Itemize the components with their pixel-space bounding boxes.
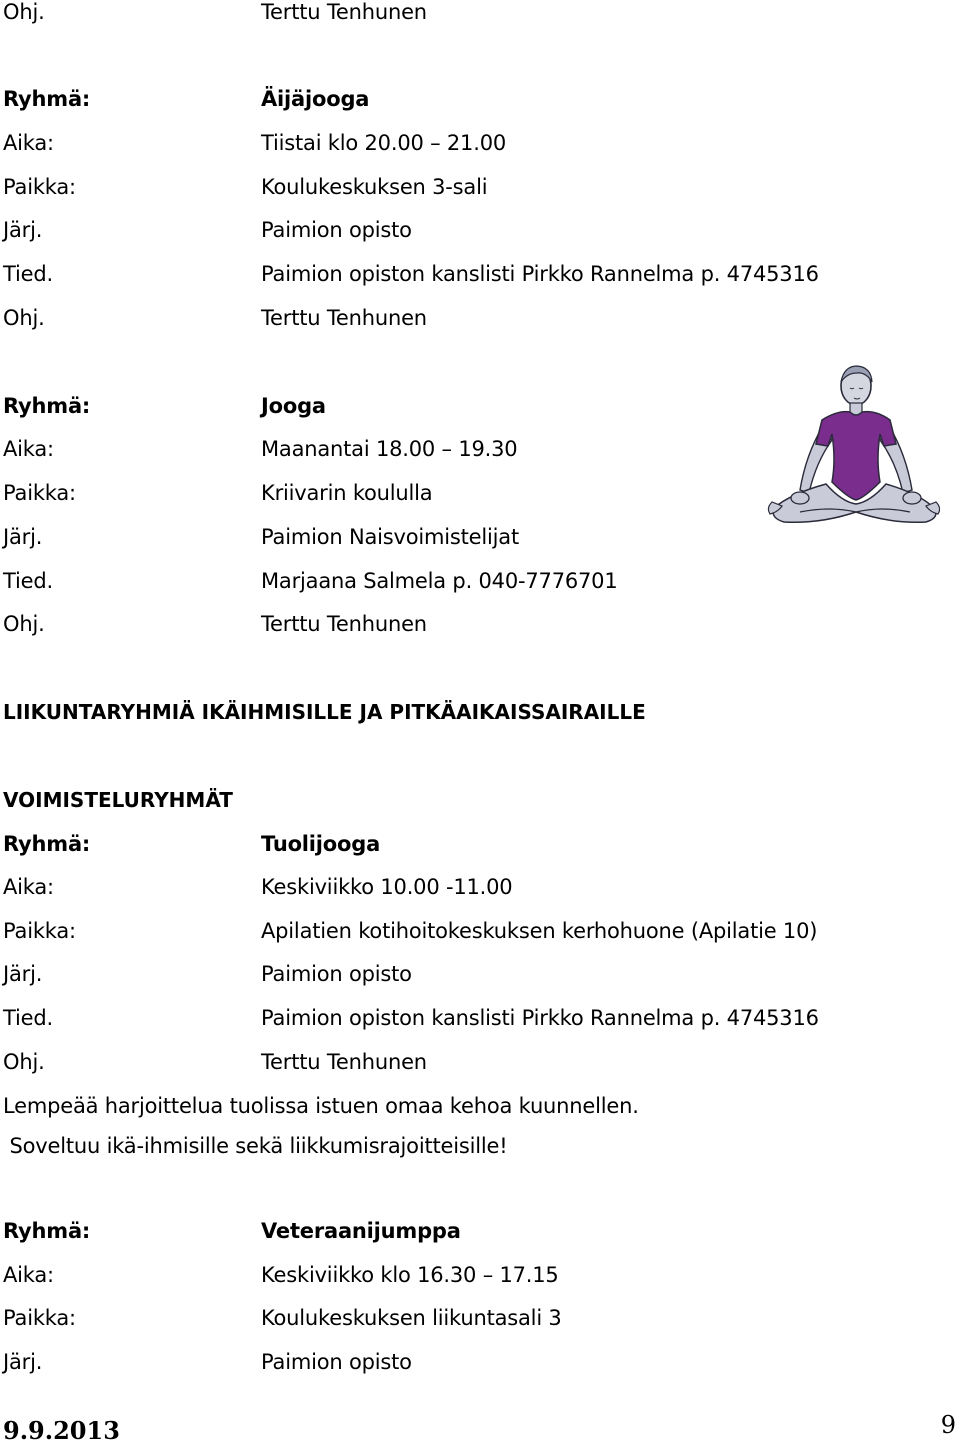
row-value: Tuolijooga: [261, 832, 381, 856]
row-value: Keskiviikko 10.00 -11.00: [261, 875, 513, 899]
description-line: Lempeää harjoittelua tuolissa istuen omaa kehoa kuunnellen.: [3, 1094, 639, 1118]
row-value: Paimion opiston kanslisti Pirkko Rannelma p. 4745316: [261, 1006, 819, 1030]
footer-date: 9.9.2013: [3, 1416, 120, 1445]
row-value: Paimion Naisvoimistelijat: [261, 525, 520, 549]
row-label: Ohj.: [3, 612, 45, 636]
row-label: Aika:: [3, 875, 54, 899]
row-value: Tiistai klo 20.00 – 21.00: [261, 131, 507, 155]
row-value: Paimion opisto: [261, 1350, 412, 1374]
row-value: Koulukeskuksen 3-sali: [261, 175, 488, 199]
row-label: Järj.: [3, 1350, 43, 1374]
row-label: Ohj.: [3, 0, 45, 24]
subsection-title: VOIMISTELURYHMÄT: [3, 788, 233, 812]
section-title: LIIKUNTARYHMIÄ IKÄIHMISILLE JA PITKÄAIKAISSAIRAILLE: [3, 700, 646, 724]
row-value: Marjaana Salmela p. 040-7776701: [261, 569, 618, 593]
row-label: Järj.: [3, 525, 43, 549]
row-label: Paikka:: [3, 919, 76, 943]
row-value: Koulukeskuksen liikuntasali 3: [261, 1306, 562, 1330]
row-value: Paimion opiston kanslisti Pirkko Rannelma p. 4745316: [261, 262, 819, 286]
row-label: Ryhmä:: [3, 1219, 91, 1243]
row-label: Järj.: [3, 962, 43, 986]
row-label: Paikka:: [3, 175, 76, 199]
page-number: 9: [940, 1411, 956, 1439]
row-label: Tied.: [3, 262, 53, 286]
row-label: Aika:: [3, 1263, 54, 1287]
row-label: Paikka:: [3, 481, 76, 505]
row-value: Paimion opisto: [261, 962, 412, 986]
row-label: Aika:: [3, 437, 54, 461]
row-value: Terttu Tenhunen: [261, 612, 427, 636]
row-label: Ohj.: [3, 1050, 45, 1074]
row-value: Maanantai 18.00 – 19.30: [261, 437, 518, 461]
row-label: Ryhmä:: [3, 394, 91, 418]
yoga-lotus-figure-icon: [760, 362, 940, 542]
row-label: Aika:: [3, 131, 54, 155]
description-line: Soveltuu ikä-ihmisille sekä liikkumisrajoitteisille!: [3, 1134, 508, 1158]
row-value: Terttu Tenhunen: [261, 1050, 427, 1074]
row-label: Tied.: [3, 569, 53, 593]
row-label: Ryhmä:: [3, 87, 91, 111]
row-value: Äijäjooga: [261, 87, 370, 111]
row-value: Jooga: [261, 394, 326, 418]
row-label: Ohj.: [3, 306, 45, 330]
row-label: Paikka:: [3, 1306, 76, 1330]
row-value: Paimion opisto: [261, 218, 412, 242]
row-label: Järj.: [3, 218, 43, 242]
row-label: Tied.: [3, 1006, 53, 1030]
row-value: Terttu Tenhunen: [261, 0, 427, 24]
row-label: Ryhmä:: [3, 832, 91, 856]
row-value: Veteraanijumppa: [261, 1219, 461, 1243]
row-value: Keskiviikko klo 16.30 – 17.15: [261, 1263, 559, 1287]
row-value: Apilatien kotihoitokeskuksen kerhohuone (Apilatie 10): [261, 919, 818, 943]
row-value: Terttu Tenhunen: [261, 306, 427, 330]
row-value: Kriivarin koululla: [261, 481, 433, 505]
